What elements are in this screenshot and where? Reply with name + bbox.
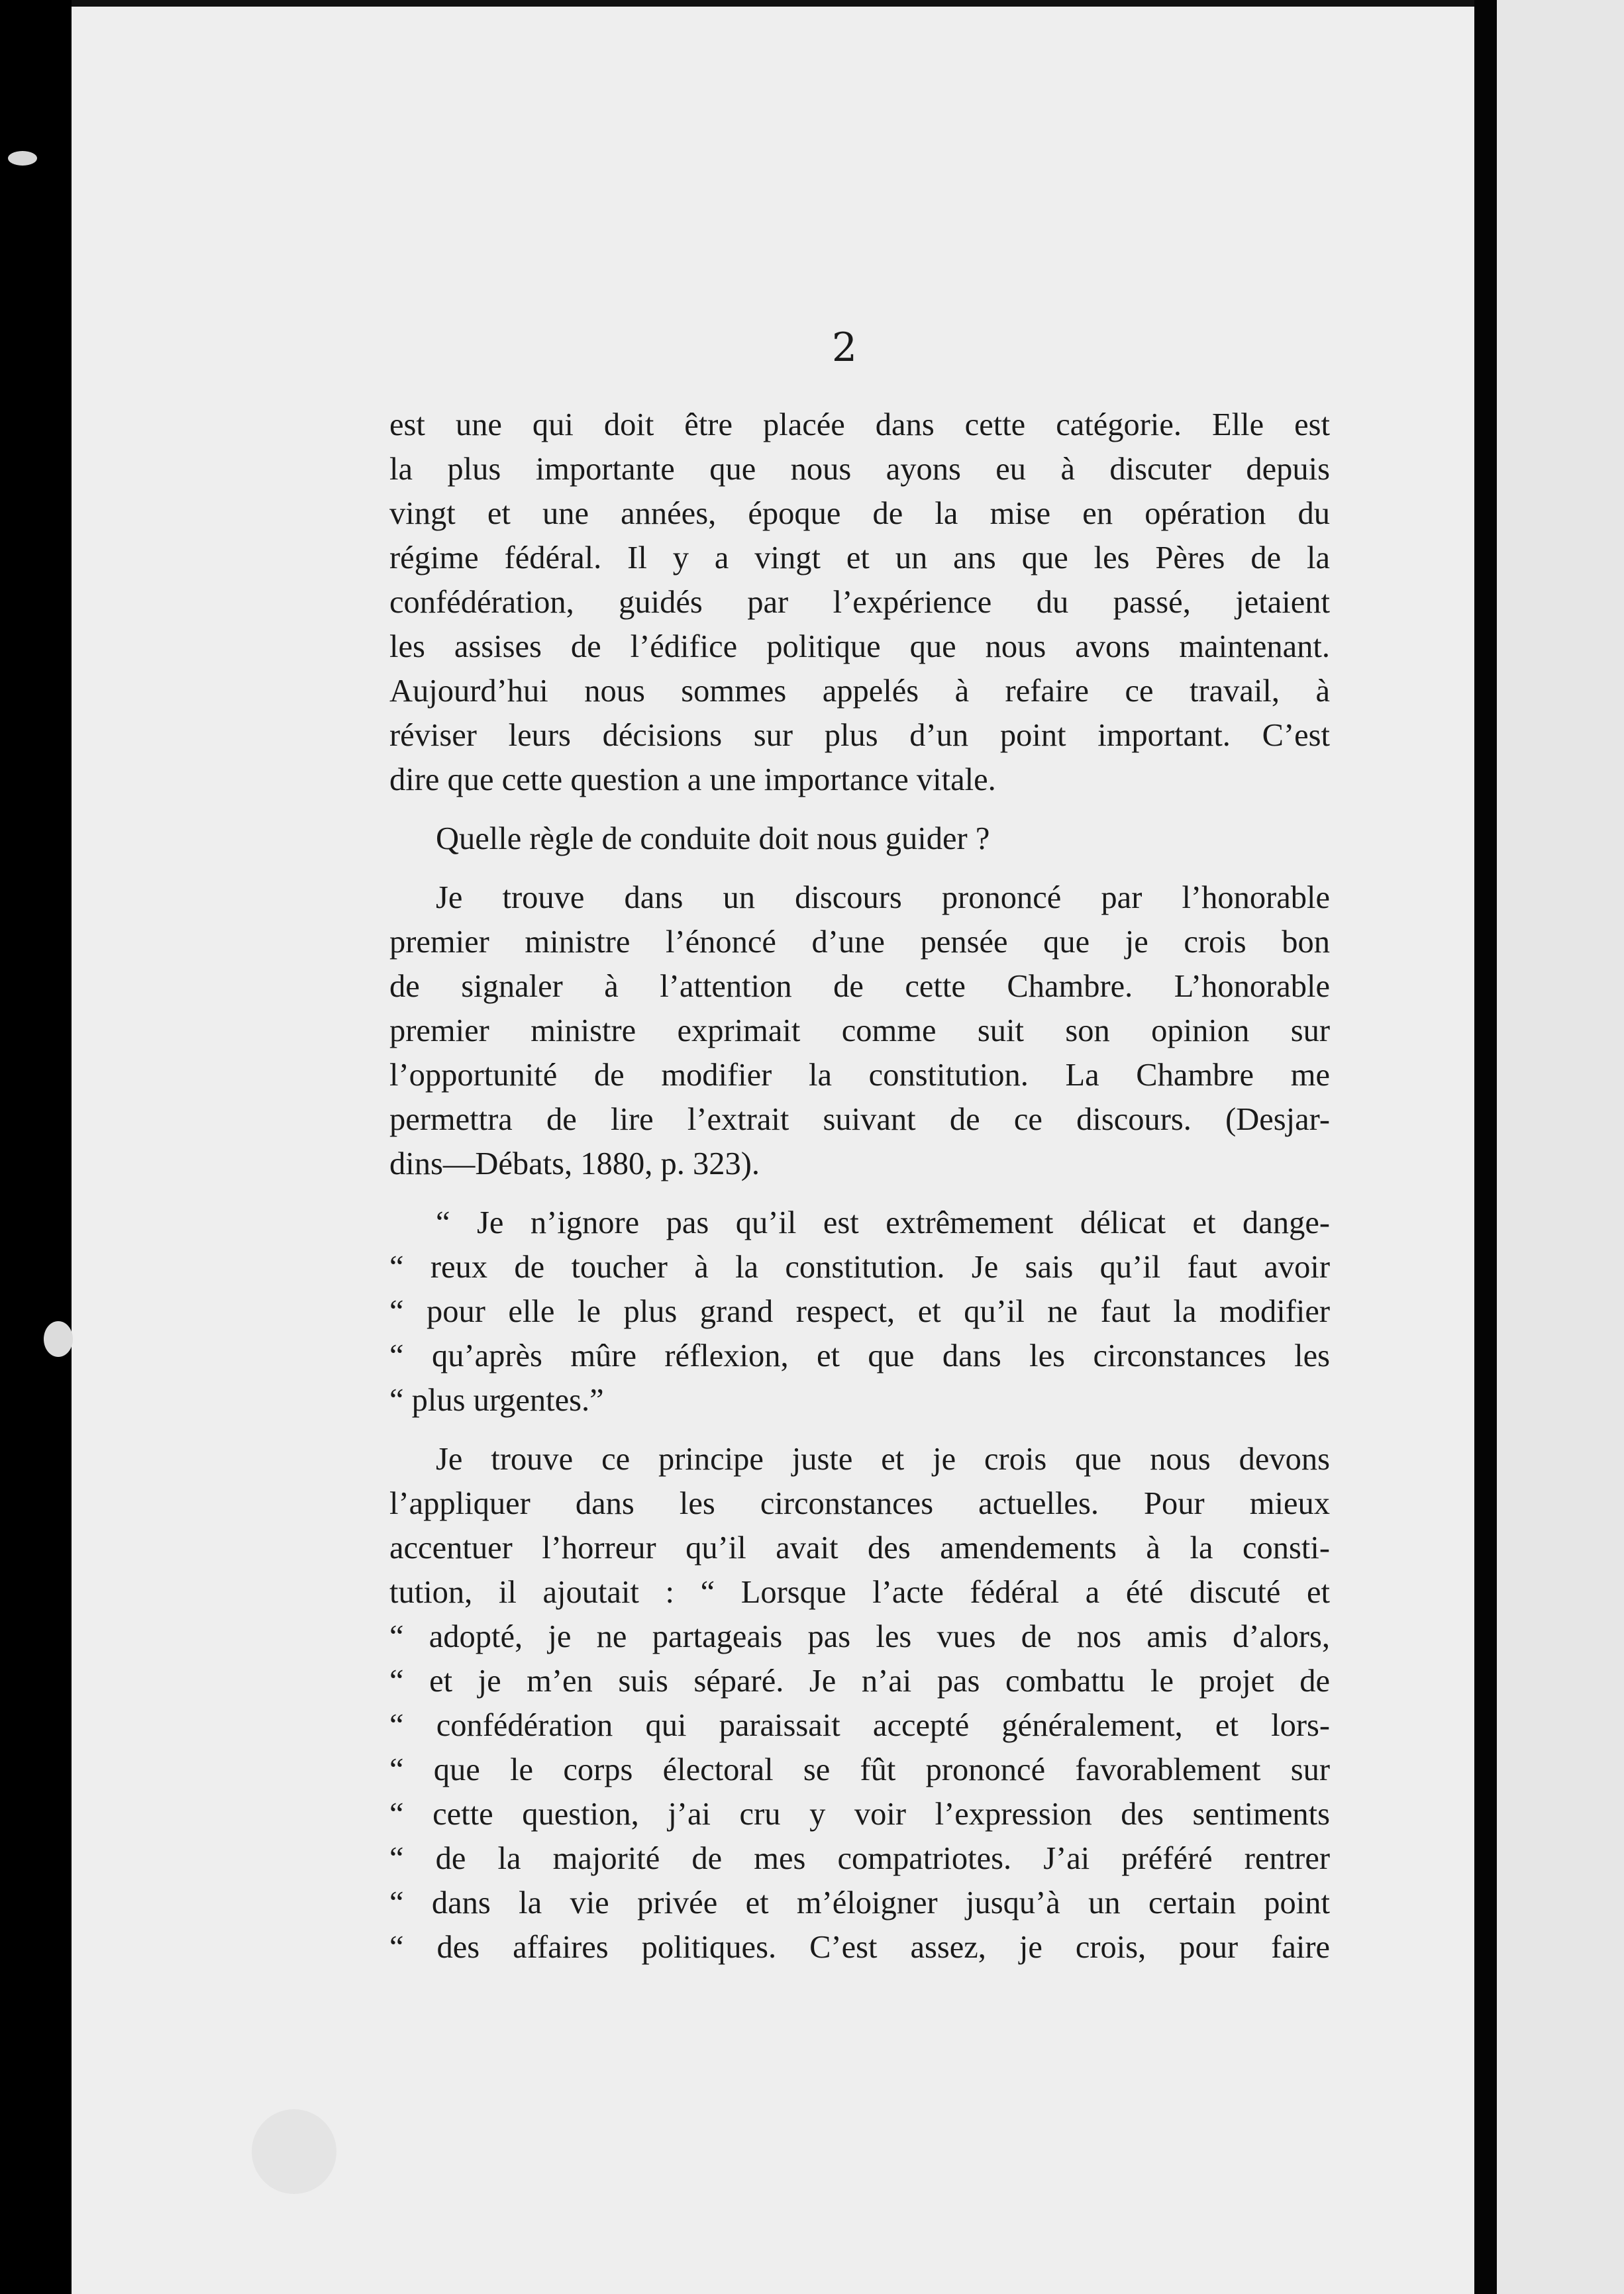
text-line: “ et je m’en suis séparé. Je n’ai pas combattu le projet de	[389, 1664, 1330, 1699]
text-line: “ qu’après mûre réflexion, et que dans les circonstances les	[389, 1338, 1330, 1373]
text-line: dins—Débats, 1880, p. 323).	[389, 1146, 760, 1181]
text-line: vingt et une années, époque de la mise en opération du	[389, 496, 1330, 531]
text-line: “ reux de toucher à la constitution. Je sais qu’il faut avoir	[389, 1250, 1330, 1285]
text-line: dire que cette question a une importance vitale.	[389, 762, 996, 797]
page-top-edge	[72, 0, 1474, 7]
text-line: les assises de l’édifice politique que nous avons maintenant.	[389, 629, 1330, 664]
page-number: 2	[831, 324, 858, 371]
text-line: “ dans la vie privée et m’éloigner jusqu’à un certain point	[389, 1885, 1330, 1920]
paragraph	[389, 875, 1330, 1186]
text-line: l’opportunité de modifier la constitution. La Chambre me	[389, 1058, 1330, 1093]
scan-speck	[44, 1321, 73, 1357]
text-line: “ confédération qui paraissait accepté généralement, et lors-	[389, 1708, 1330, 1743]
text-line: tution, il ajoutait : “ Lorsque l’acte fédéral a été discuté et	[389, 1575, 1330, 1610]
body-text	[389, 403, 1330, 1970]
text-line: régime fédéral. Il y a vingt et un ans que les Pères de la	[389, 540, 1330, 575]
text-line: “ des affaires politiques. C’est assez, je crois, pour faire	[389, 1930, 1330, 1965]
text-line: Aujourd’hui nous sommes appelés à refaire ce travail, à	[389, 673, 1330, 709]
scan-speck	[8, 151, 37, 166]
text-line: l’appliquer dans les circonstances actuelles. Pour mieux	[389, 1486, 1330, 1521]
text-line: réviser leurs décisions sur plus d’un point important. C’est	[389, 718, 1330, 753]
paragraph	[389, 403, 1330, 802]
text-line: accentuer l’horreur qu’il avait des amendements à la consti-	[389, 1530, 1330, 1566]
text-line: “ cette question, j’ai cru y voir l’expression des sentiments	[389, 1797, 1330, 1832]
page-gutter	[1474, 0, 1497, 2294]
text-line: est une qui doit être placée dans cette catégorie. Elle est	[389, 407, 1330, 442]
text-line: “ adopté, je ne partageais pas les vues de nos amis d’alors,	[389, 1619, 1330, 1654]
adjacent-page-edge	[1497, 0, 1624, 2294]
paragraph	[389, 1437, 1330, 1970]
text-line: “ pour elle le plus grand respect, et qu’il ne faut la modifier	[389, 1294, 1330, 1329]
text-line: “ Je n’ignore pas qu’il est extrêmement délicat et dange-	[436, 1205, 1330, 1240]
text-line: la plus importante que nous ayons eu à discuter depuis	[389, 452, 1330, 487]
scan-speck	[252, 2109, 336, 2194]
quote-paragraph	[389, 1201, 1330, 1422]
text-line: de signaler à l’attention de cette Chambre. L’honorable	[389, 969, 1330, 1004]
text-line: premier ministre exprimait comme suit son opinion sur	[389, 1013, 1330, 1048]
text-line: confédération, guidés par l’expérience du passé, jetaient	[389, 585, 1330, 620]
text-line: Quelle règle de conduite doit nous guider ?	[436, 821, 990, 856]
text-line: Je trouve dans un discours prononcé par l’honorable	[436, 880, 1330, 915]
text-line: “ plus urgentes.”	[389, 1383, 604, 1418]
text-line: premier ministre l’énoncé d’une pensée que je crois bon	[389, 924, 1330, 960]
text-line: “ de la majorité de mes compatriotes. J’ai préféré rentrer	[389, 1841, 1330, 1876]
text-line: Je trouve ce principe juste et je crois que nous devons	[436, 1442, 1330, 1477]
paragraph	[389, 817, 1330, 861]
text-line: permettra de lire l’extrait suivant de ce discours. (Desjar-	[389, 1102, 1330, 1137]
text-line: “ que le corps électoral se fût prononcé favorablement sur	[389, 1752, 1330, 1787]
